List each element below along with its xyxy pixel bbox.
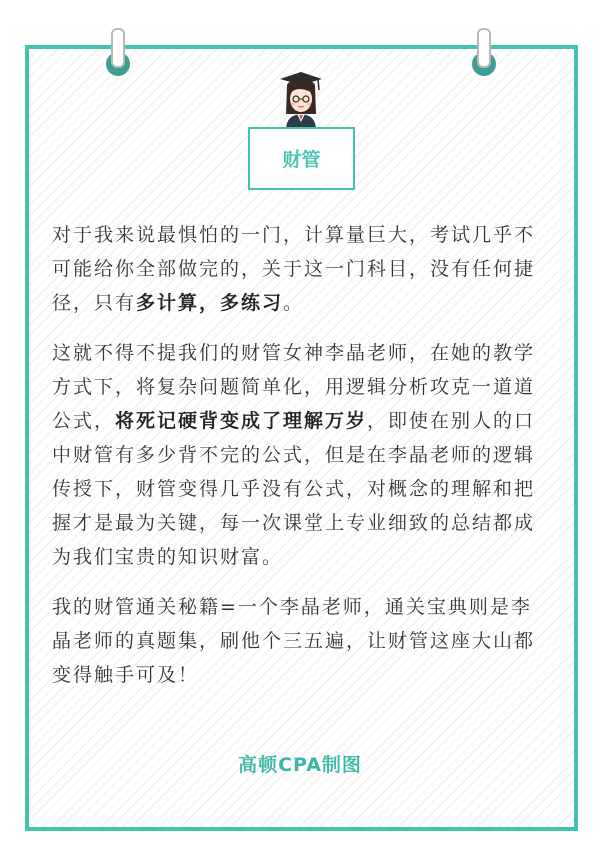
paragraph-2-emphasis: 将死记硬背变成了理解万岁 xyxy=(115,410,368,432)
paragraph-1-emphasis: 多计算，多练习 xyxy=(136,292,284,314)
subject-title: 财管 xyxy=(248,127,355,190)
paragraph-1-text: 对于我来说最惧怕的一门，计算量巨大，考试几乎不可能给你全部做完的，关于这一门科目，没有任何捷径，只有 xyxy=(52,224,536,314)
paragraph-1 xyxy=(52,218,552,320)
binder-ring-left xyxy=(104,28,132,78)
paragraph-2-end: ，即使在别人的口中财管有多少背不完的公式，但是在李晶老师的逻辑传授下，财管变得几乎没有公式，对概念的理解和把握才是最为关键，每一次课堂上专业细致的总结都成为我们宝贵的知识财富。 xyxy=(52,410,536,568)
paragraph-1-end: 。 xyxy=(283,292,305,314)
ring-hook-left xyxy=(111,28,125,68)
article-body xyxy=(52,218,552,708)
graduate-girl-icon xyxy=(278,70,324,130)
paragraph-2 xyxy=(52,336,552,574)
paragraph-3 xyxy=(52,590,552,692)
binder-ring-right xyxy=(470,28,498,78)
paragraph-3-text: 我的财管通关秘籍=一个李晶老师，通关宝典则是李晶老师的真题集，刷他个三五遍，让财管这座大山都变得触手可及！ xyxy=(52,596,536,686)
image-credit: 高顿CPA制图 xyxy=(238,754,362,776)
ring-hook-right xyxy=(477,28,491,68)
paragraph-2-text: 这就不得不提我们的财管女神李晶老师，在她的教学方式下，将复杂问题简单化，用逻辑分析攻克一道道公式， xyxy=(52,342,536,432)
